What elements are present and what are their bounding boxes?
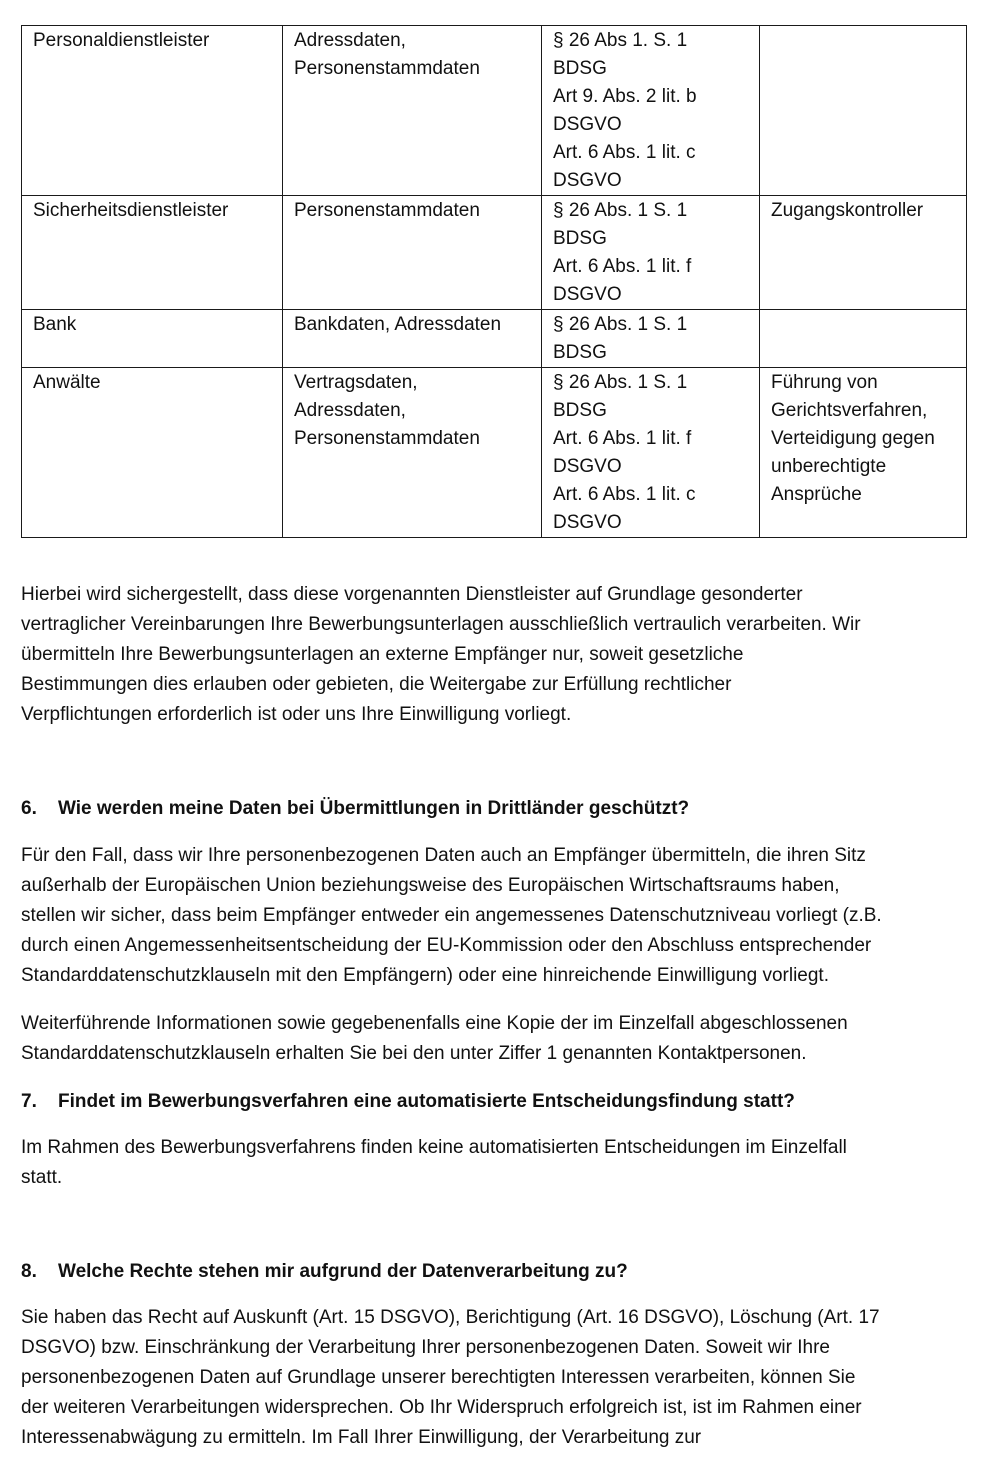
cell-text: BDSG <box>553 342 607 363</box>
cell-text: Sicherheitsdienstleister <box>33 200 229 221</box>
cell-text: Art 9. Abs. 2 lit. b <box>553 86 697 107</box>
legal-basis-cell <box>542 26 760 196</box>
cell-text: Zugangskontroller <box>771 200 924 221</box>
legal-basis-cell <box>542 368 760 538</box>
cell-text: Adressdaten, <box>294 30 406 51</box>
cell-text: Art. 6 Abs. 1 lit. f <box>553 428 692 449</box>
recipient-cell <box>22 196 283 310</box>
cell-text: Ansprüche <box>771 484 862 505</box>
section-8-paragraph <box>21 1303 969 1453</box>
cell-text: BDSG <box>553 400 607 421</box>
text-line: Verpflichtungen erforderlich ist oder uns Ihre Einwilligung vorliegt. <box>21 704 572 725</box>
cell-text: § 26 Abs. 1 S. 1 <box>553 372 688 393</box>
cell-text: Art. 6 Abs. 1 lit. c <box>553 484 696 505</box>
text-line: DSGVO) bzw. Einschränkung der Verarbeitung Ihrer personenbezogenen Daten. Soweit wir Ihre <box>21 1337 831 1358</box>
cell-text: Gerichtsverfahren, <box>771 400 928 421</box>
table-row <box>22 196 967 310</box>
text-line: personenbezogenen Daten auf Grundlage unserer berechtigten Interessen verarbeiten, können Sie <box>21 1367 856 1388</box>
legal-basis-cell <box>542 196 760 310</box>
section-6-paragraph-2 <box>21 1009 969 1069</box>
text-line: Bestimmungen dies erlauben oder gebieten, die Weitergabe zur Erfüllung rechtlicher <box>21 674 732 695</box>
table-row <box>22 310 967 368</box>
section-6-heading <box>21 795 969 823</box>
cell-text: § 26 Abs. 1 S. 1 <box>553 314 688 335</box>
text-line: Standarddatenschutzklauseln erhalten Sie bei den unter Ziffer 1 genannten Kontaktpersonen. <box>21 1043 807 1064</box>
cell-text: DSGVO <box>553 456 622 477</box>
transfer-paragraph <box>21 580 969 730</box>
section-title: Welche Rechte stehen mir aufgrund der Datenverarbeitung zu? <box>58 1261 628 1282</box>
section-7-paragraph <box>21 1133 969 1193</box>
cell-text: Art. 6 Abs. 1 lit. f <box>553 256 692 277</box>
text-line: der weiteren Verarbeitungen widersprechen. Ob Ihr Widerspruch erfolgreich ist, ist im Rahmen einer <box>21 1397 862 1418</box>
section-7-heading <box>21 1088 969 1116</box>
cell-text: BDSG <box>553 58 607 79</box>
data-category-cell <box>283 196 542 310</box>
data-category-cell <box>283 310 542 368</box>
section-6-paragraph-1 <box>21 841 969 991</box>
cell-text: DSGVO <box>553 512 622 533</box>
text-line: Standarddatenschutzklauseln mit den Empfängern) oder eine hinreichende Einwilligung vorliegt. <box>21 965 829 986</box>
cell-text: § 26 Abs. 1 S. 1 <box>553 200 688 221</box>
section-number: 6. <box>21 798 37 819</box>
recipient-cell <box>22 368 283 538</box>
recipient-cell <box>22 26 283 196</box>
text-line: außerhalb der Europäischen Union beziehungsweise des Europäischen Wirtschaftsraums haben, <box>21 875 840 896</box>
cell-text: Führung von <box>771 372 878 393</box>
purpose-cell <box>760 368 967 538</box>
section-title: Findet im Bewerbungsverfahren eine automatisierte Entscheidungsfindung statt? <box>58 1091 795 1112</box>
text-line: Hierbei wird sichergestellt, dass diese vorgenannten Dienstleister auf Grundlage gesonderter <box>21 584 803 605</box>
purpose-cell <box>760 196 967 310</box>
text-line: Sie haben das Recht auf Auskunft (Art. 15 DSGVO), Berichtigung (Art. 16 DSGVO), Löschung (Art. 17 <box>21 1307 880 1328</box>
cell-text: Personenstammdaten <box>294 428 480 449</box>
text-line: statt. <box>21 1167 63 1188</box>
recipients-table <box>21 25 967 538</box>
cell-text: Adressdaten, <box>294 400 406 421</box>
cell-text: Personenstammdaten <box>294 58 480 79</box>
cell-text: unberechtigte <box>771 456 887 477</box>
text-line: Weiterführende Informationen sowie gegebenenfalls eine Kopie der im Einzelfall abgeschlossenen <box>21 1013 848 1034</box>
cell-text: DSGVO <box>553 284 622 305</box>
legal-basis-cell <box>542 310 760 368</box>
cell-text: § 26 Abs 1. S. 1 <box>553 30 688 51</box>
text-line: durch einen Angemessenheitsentscheidung der EU-Kommission oder den Abschluss entsprechender <box>21 935 872 956</box>
purpose-cell <box>760 310 967 368</box>
cell-text: Anwälte <box>33 372 101 393</box>
cell-text: DSGVO <box>553 170 622 191</box>
text-line: Im Rahmen des Bewerbungsverfahrens finden keine automatisierten Entscheidungen im Einzelfall <box>21 1137 847 1158</box>
table-row <box>22 368 967 538</box>
cell-text: Bank <box>33 314 77 335</box>
cell-text: Bankdaten, Adressdaten <box>294 314 502 335</box>
cell-text: Verteidigung gegen <box>771 428 935 449</box>
cell-text: BDSG <box>553 228 607 249</box>
cell-text: Vertragsdaten, <box>294 372 418 393</box>
data-category-cell <box>283 26 542 196</box>
cell-text: Personenstammdaten <box>294 200 480 221</box>
cell-text: DSGVO <box>553 114 622 135</box>
cell-text: Personaldienstleister <box>33 30 210 51</box>
text-line: Für den Fall, dass wir Ihre personenbezogenen Daten auch an Empfänger übermitteln, die ihren Sitz <box>21 845 866 866</box>
recipient-cell <box>22 310 283 368</box>
table-row <box>22 26 967 196</box>
text-line: stellen wir sicher, dass beim Empfänger entweder ein angemessenes Datenschutzniveau vorliegt (z.B. <box>21 905 882 926</box>
text-line: übermitteln Ihre Bewerbungsunterlagen an externe Empfänger nur, soweit gesetzliche <box>21 644 744 665</box>
section-8-heading <box>21 1258 969 1286</box>
text-line: vertraglicher Vereinbarungen Ihre Bewerbungsunterlagen ausschließlich vertraulich verarbeiten. Wir <box>21 614 861 635</box>
text-line: Interessenabwägung zu ermitteln. Im Fall Ihrer Einwilligung, der Verarbeitung zur <box>21 1427 702 1448</box>
data-category-cell <box>283 368 542 538</box>
purpose-cell <box>760 26 967 196</box>
section-title: Wie werden meine Daten bei Übermittlungen in Drittländer geschützt? <box>58 798 690 819</box>
cell-text: Art. 6 Abs. 1 lit. c <box>553 142 696 163</box>
section-number: 7. <box>21 1091 37 1112</box>
section-number: 8. <box>21 1261 37 1282</box>
